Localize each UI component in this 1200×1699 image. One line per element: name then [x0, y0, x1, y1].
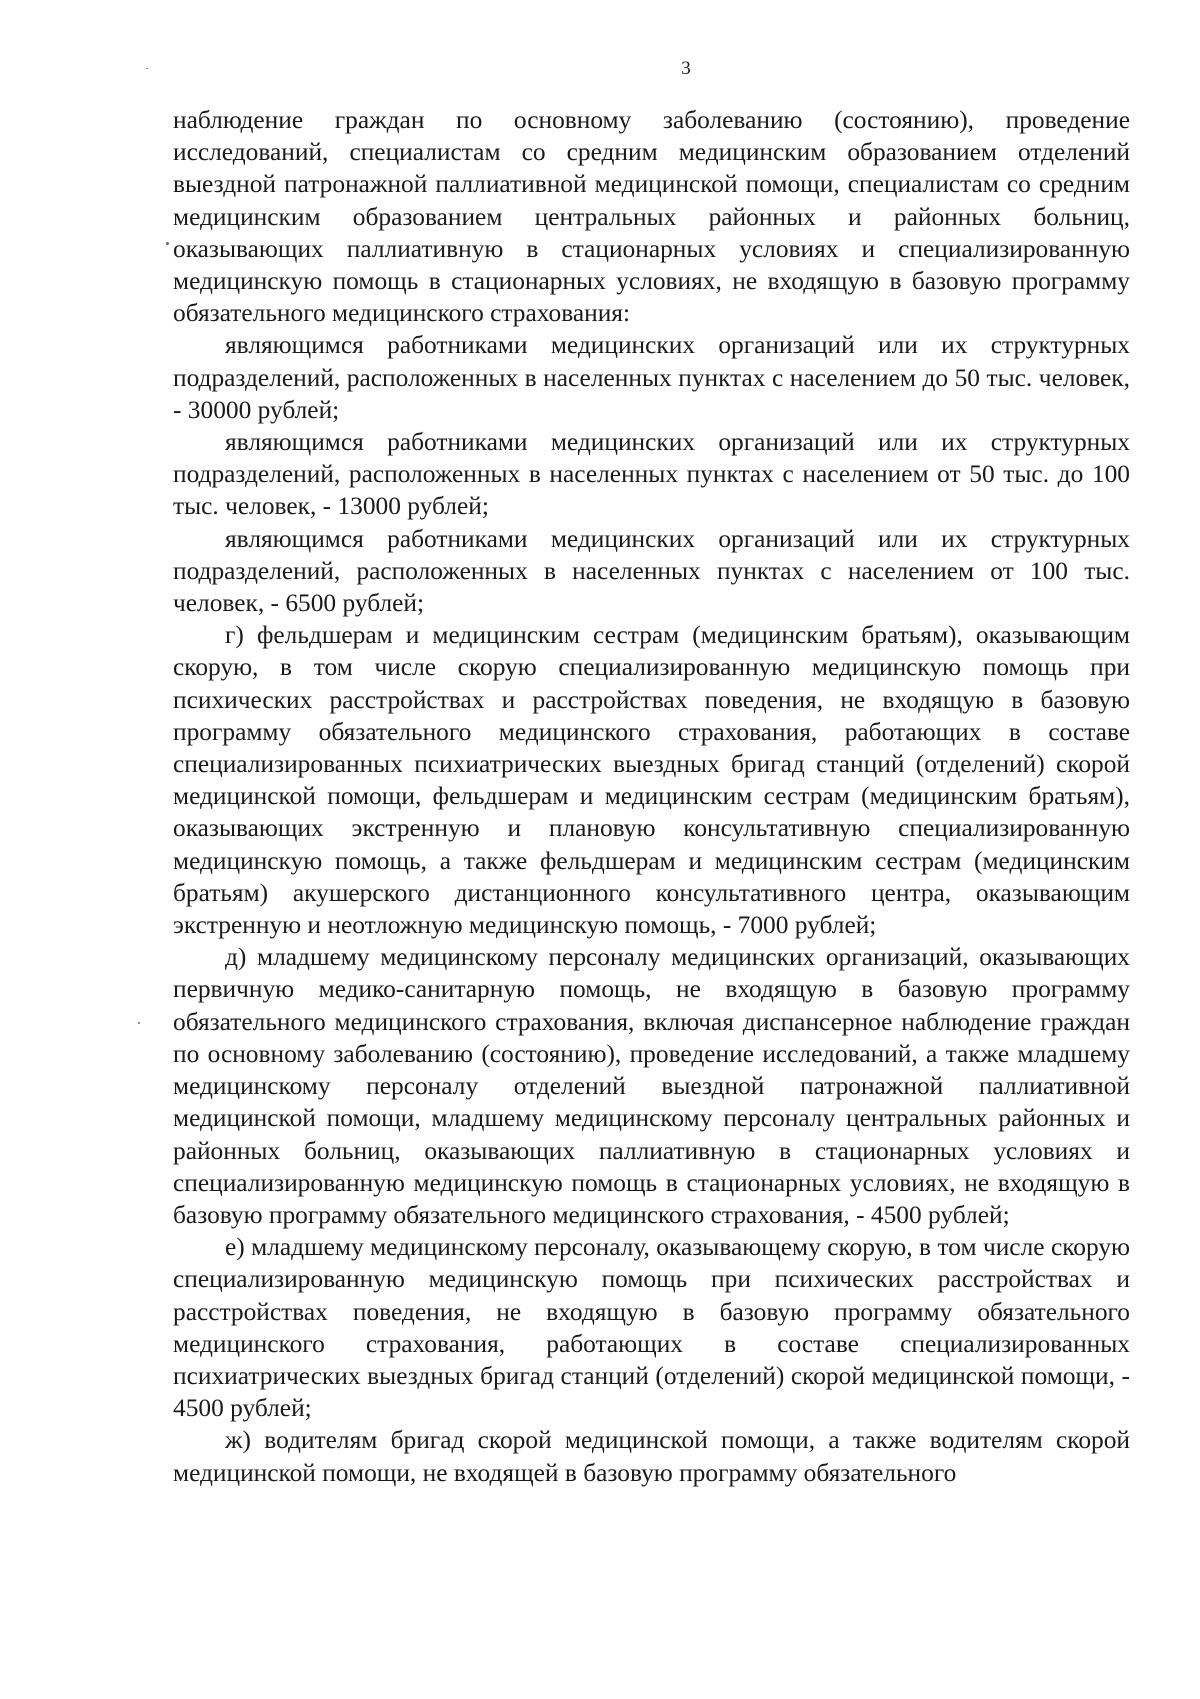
paragraph-continuation: наблюдение граждан по основному заболеванию (состоянию), проведение исследований, специалистам со средним медицинским образованием отделений выездной патронажной паллиативной медицинской помощи, специалистам со средним медицинским образованием центральных районных и районных больниц, оказывающих паллиативную в стационарных условиях и специализированную медицинскую помощь в стационарных условиях, не входящую в базовую программу обязательного медицинского страхования: — [173, 106, 1130, 328]
paragraph-item-zh: ж) водителям бригад скорой медицинской помощи, а также водителям скорой медицинской помощи, не входящей в базовую программу обязательного — [173, 1426, 1130, 1487]
paragraph-settlements-over-100k: являющимся работниками медицинских организаций или их структурных подразделений, расположенных в населенных пунктах с населением от 100 тыс. человек, - 6500 рублей; — [173, 524, 1130, 618]
paragraph-item-g: г) фельдшерам и медицинским сестрам (медицинским братьям), оказывающим скорую, в том числе скорую специализированную медицинскую помощь при психических расстройствах и расстройствах поведения, не входящую в базовую программу обязательного медицинского страхования, работающих в составе специализированных психиатрических выездных бригад станций (отделений) скорой медицинской помощи, фельдшерам и медицинским сестрам (медицинским братьям), оказывающих экстренную и плановую консультативную специализированную медицинскую помощь, а также фельдшерам и медицинским сестрам (медицинским братьям) акушерского дистанционного консультативного центра, оказывающим экстренную и неотложную медицинскую помощь, - 7000 рублей; — [173, 621, 1130, 940]
paragraph-settlements-50k-100k: являющимся работниками медицинских организаций или их структурных подразделений, расположенных в населенных пунктах с населением от 50 тыс. до 100 тыс. человек, - 13000 рублей; — [173, 428, 1130, 521]
page-number: 3 — [681, 58, 691, 79]
scan-speck — [166, 242, 169, 245]
document-body — [173, 104, 1130, 1489]
paragraph-item-d: д) младшему медицинскому персоналу медицинских организаций, оказывающих первичную медико-санитарную помощь, не входящую в базовую программу обязательного медицинского страхования, включая диспансерное наблюдение граждан по основному заболеванию (состоянию), проведение исследований, а также младшему медицинскому персоналу отделений выездной патронажной паллиативной медицинской помощи, младшему медицинскому персоналу центральных районных и районных больниц, оказывающих паллиативную в стационарных условиях и специализированную медицинскую помощь в стационарных условиях, не входящую в базовую программу обязательного медицинского страхования, - 4500 рублей; — [173, 943, 1130, 1229]
paragraph-settlements-under-50k: являющимся работниками медицинских организаций или их структурных подразделений, расположенных в населенных пунктах с населением до 50 тыс. человек, - 30000 рублей; — [173, 331, 1130, 424]
scan-speck — [138, 1022, 140, 1024]
scan-speck — [146, 68, 148, 69]
paragraph-item-e: е) младшему медицинскому персоналу, оказывающему скорую, в том числе скорую специализированную медицинскую помощь при психических расстройствах и расстройствах поведения, не входящую в базовую программу обязательного медицинского страхования, работающих в составе специализированных психиатрических выездных бригад станций (отделений) скорой медицинской помощи, - 4500 рублей; — [173, 1233, 1130, 1423]
